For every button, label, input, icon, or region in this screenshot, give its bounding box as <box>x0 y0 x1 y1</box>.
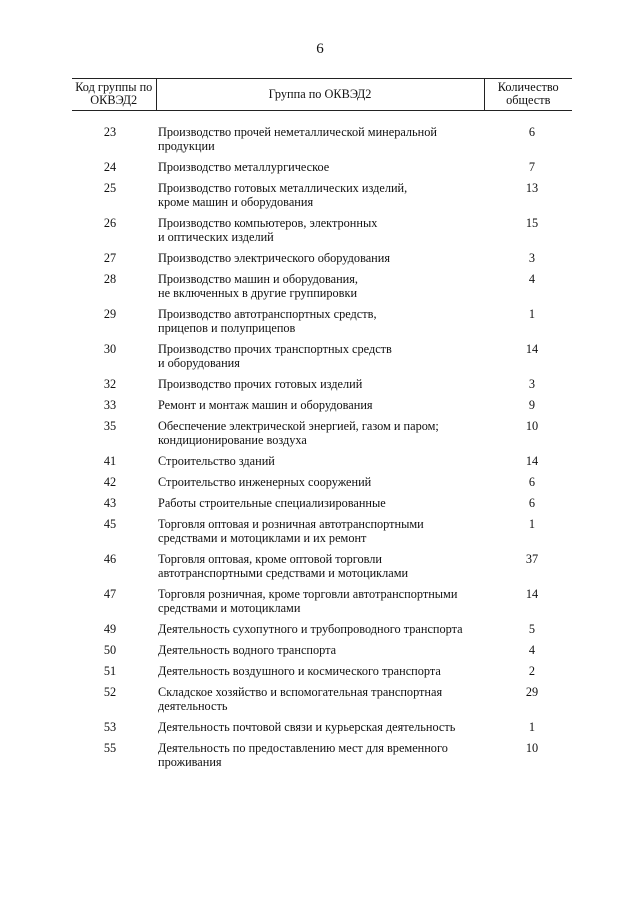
row-count: 1 <box>528 517 536 531</box>
table-row <box>72 587 572 622</box>
row-group: Деятельность воздушного и космического транспорта <box>158 664 441 678</box>
row-group: Торговля розничная, кроме торговли автотранспортными средствами и мотоциклами <box>158 587 458 615</box>
row-count: 1 <box>528 307 536 321</box>
row-code: 24 <box>103 160 117 174</box>
row-code: 52 <box>103 685 117 699</box>
row-count: 37 <box>525 552 539 566</box>
row-code: 47 <box>103 587 117 601</box>
row-code: 41 <box>103 454 117 468</box>
table-row <box>72 664 572 685</box>
row-count: 14 <box>525 342 539 356</box>
table-row <box>72 643 572 664</box>
row-group: Обеспечение электрической энергией, газом и паром; кондиционирование воздуха <box>158 419 439 447</box>
table-row <box>72 622 572 643</box>
table-row <box>72 125 572 160</box>
table-row <box>72 419 572 454</box>
row-code: 28 <box>103 272 117 286</box>
row-group: Работы строительные специализированные <box>158 496 386 510</box>
row-group: Производство прочих транспортных средств и оборудования <box>158 342 392 370</box>
row-code: 35 <box>103 419 117 433</box>
row-group: Строительство зданий <box>158 454 275 468</box>
table-row <box>72 454 572 475</box>
table-row <box>72 216 572 251</box>
row-group: Деятельность водного транспорта <box>158 643 337 657</box>
table-row <box>72 517 572 552</box>
table-row <box>72 307 572 342</box>
table-row <box>72 552 572 587</box>
row-count: 6 <box>528 125 536 139</box>
page-number: 6 <box>316 41 324 57</box>
row-group: Деятельность по предоставлению мест для временного проживания <box>158 741 448 769</box>
row-group: Торговля оптовая, кроме оптовой торговли автотранспортными средствами и мотоциклами <box>158 552 409 580</box>
header-group: Группа по ОКВЭД2 <box>156 79 484 111</box>
row-group: Производство машин и оборудования, не включенных в другие группировки <box>158 272 358 300</box>
header-count: Количество обществ <box>484 79 572 111</box>
table-row <box>72 741 572 776</box>
row-code: 50 <box>103 643 117 657</box>
table-row <box>72 720 572 741</box>
table-row <box>72 685 572 720</box>
row-count: 3 <box>528 377 536 391</box>
row-count: 5 <box>528 622 536 636</box>
row-group: Производство прочих готовых изделий <box>158 377 363 391</box>
row-count: 10 <box>525 741 539 755</box>
row-count: 6 <box>528 496 536 510</box>
row-code: 42 <box>103 475 117 489</box>
row-count: 29 <box>525 685 539 699</box>
row-code: 43 <box>103 496 117 510</box>
row-count: 7 <box>528 160 536 174</box>
row-group: Производство автотранспортных средств, прицепов и полуприцепов <box>158 307 377 335</box>
row-count: 15 <box>525 216 539 230</box>
row-code: 27 <box>103 251 117 265</box>
row-code: 46 <box>103 552 117 566</box>
row-count: 4 <box>528 272 536 286</box>
row-count: 6 <box>528 475 536 489</box>
table-row <box>72 342 572 377</box>
row-group: Ремонт и монтаж машин и оборудования <box>158 398 373 412</box>
row-group: Строительство инженерных сооружений <box>158 475 372 489</box>
row-code: 29 <box>103 307 117 321</box>
row-group: Производство компьютеров, электронных и оптических изделий <box>158 216 378 244</box>
table-row <box>72 251 572 272</box>
row-code: 33 <box>103 398 117 412</box>
row-code: 55 <box>103 741 117 755</box>
row-count: 4 <box>528 643 536 657</box>
row-group: Деятельность почтовой связи и курьерская деятельность <box>158 720 456 734</box>
row-count: 1 <box>528 720 536 734</box>
table-row <box>72 160 572 181</box>
table-row <box>72 181 572 216</box>
table-row <box>72 272 572 307</box>
row-code: 25 <box>103 181 117 195</box>
row-code: 49 <box>103 622 117 636</box>
table-row <box>72 475 572 496</box>
table-header-row <box>72 79 572 111</box>
row-group: Производство прочей неметаллической минеральной продукции <box>158 125 437 153</box>
row-count: 3 <box>528 251 536 265</box>
row-code: 53 <box>103 720 117 734</box>
row-code: 32 <box>103 377 117 391</box>
table-row <box>72 496 572 517</box>
row-code: 26 <box>103 216 117 230</box>
row-code: 51 <box>103 664 117 678</box>
row-code: 23 <box>103 125 117 139</box>
row-count: 10 <box>525 419 539 433</box>
row-count: 14 <box>525 587 539 601</box>
table-row <box>72 377 572 398</box>
row-group: Торговля оптовая и розничная автотранспортными средствами и мотоциклами и их ремонт <box>158 517 424 545</box>
row-group: Складское хозяйство и вспомогательная транспортная деятельность <box>158 685 443 713</box>
header-spacer <box>72 111 572 126</box>
row-code: 30 <box>103 342 117 356</box>
row-count: 14 <box>525 454 539 468</box>
table-row <box>72 398 572 419</box>
row-group: Производство металлургическое <box>158 160 330 174</box>
row-count: 9 <box>528 398 536 412</box>
okved-table <box>72 78 572 776</box>
row-group: Производство готовых металлических изделий, кроме машин и оборудования <box>158 181 408 209</box>
row-code: 45 <box>103 517 117 531</box>
row-group: Производство электрического оборудования <box>158 251 390 265</box>
row-count: 13 <box>525 181 539 195</box>
header-code: Код группы по ОКВЭД2 <box>72 79 156 111</box>
row-count: 2 <box>528 664 536 678</box>
row-group: Деятельность сухопутного и трубопроводного транспорта <box>158 622 463 636</box>
